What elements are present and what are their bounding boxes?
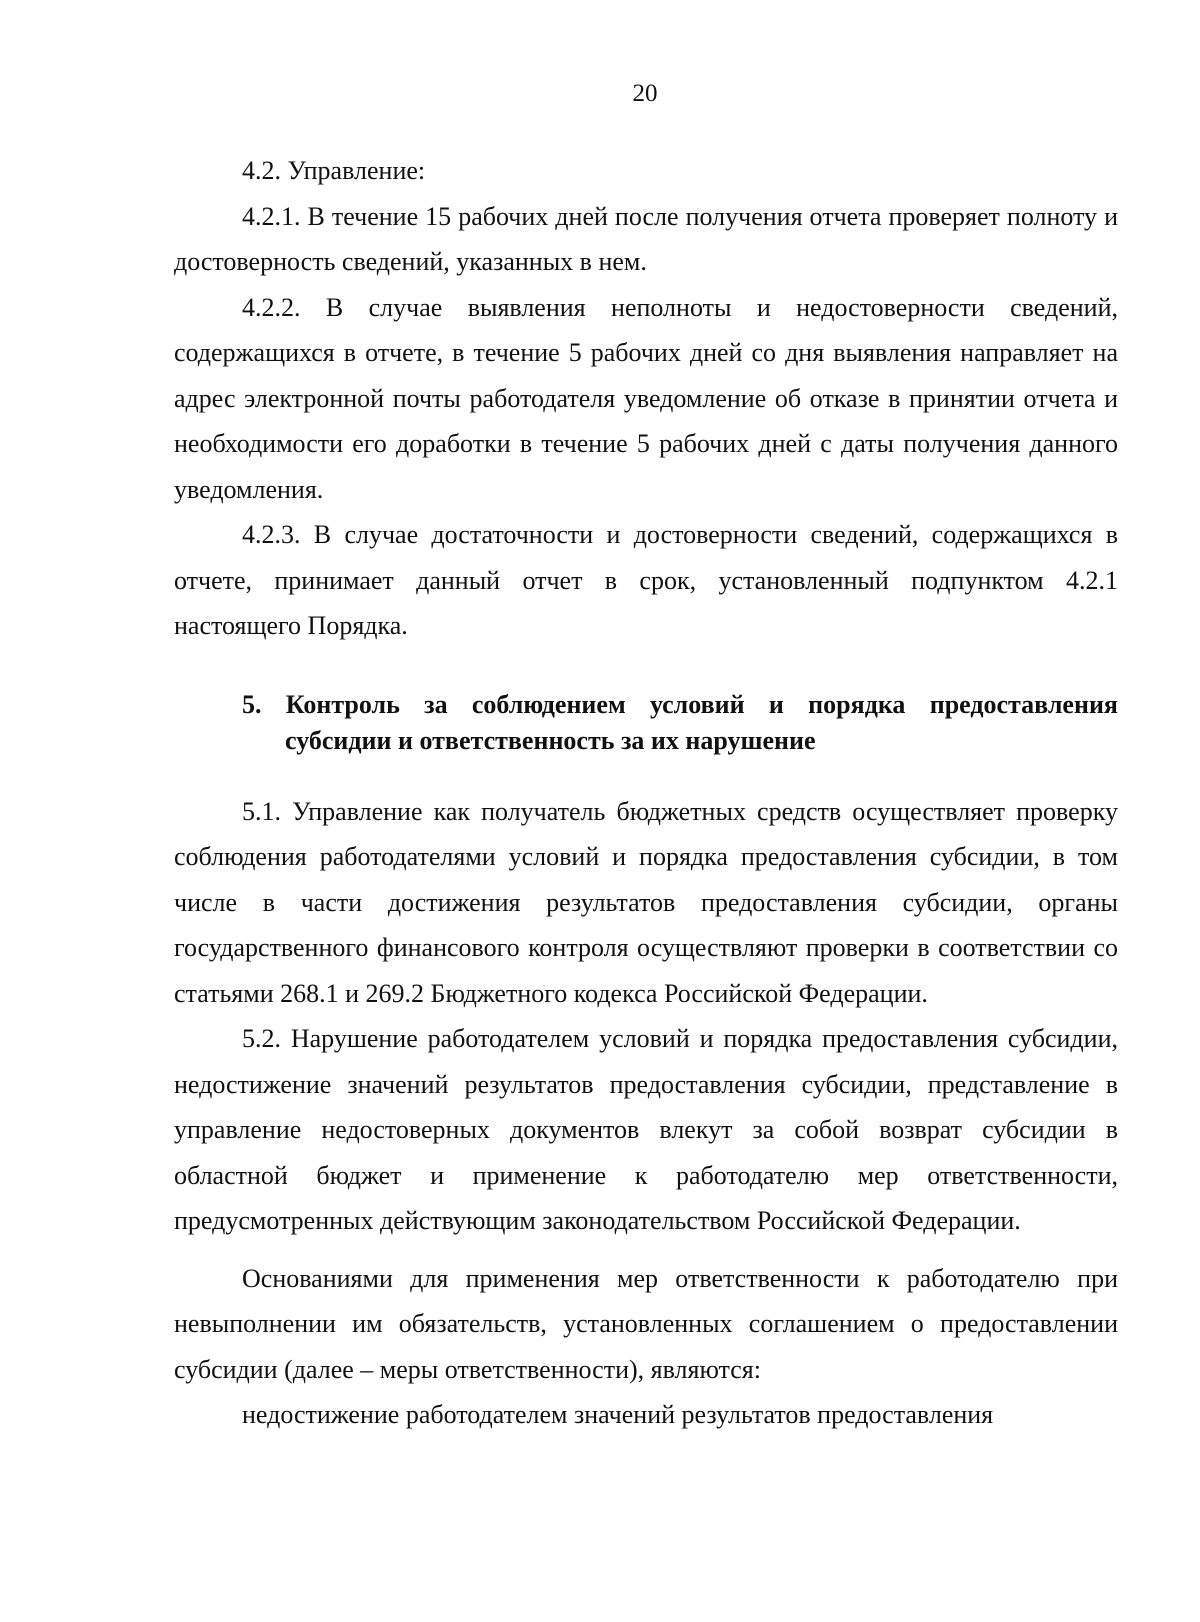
paragraph-4-2-3: 4.2.3. В случае достаточности и достоверности сведений, содержащихся в отчете, принимает данный отчет в срок, установленный подпунктом 4.2.1 настоящего Порядка. [174, 520, 1118, 640]
paragraph-4-2: 4.2. Управление: [242, 156, 426, 185]
paragraph-4-2-2: 4.2.2. В случае выявления неполноты и недостоверности сведений, содержащихся в отчете, в течение 5 рабочих дней со дня выявления направляет на адрес электронной почты работодателя уведомление об отказе в принятии отчета и необходимости его доработки в течение 5 рабочих дней с даты получения данного уведомления. [174, 292, 1118, 504]
paragraph-5-2: 5.2. Нарушение работодателем условий и порядка предоставления субсидии, недостижение значений результатов предоставления субсидии, представление в управление недостоверных документов влекут за собой возврат субсидии в областной бюджет и применение к работодателю мер ответственности, предусмотренных действующим законодательством Российской Федерации. [174, 1024, 1118, 1235]
section-5-heading-line2: субсидии и ответственность за их нарушение [285, 725, 816, 755]
page-number: 20 [632, 80, 658, 107]
paragraph-non-achievement: недостижение работодателем значений результатов предоставления [242, 1400, 994, 1429]
paragraph-5-1: 5.1. Управление как получатель бюджетных средств осуществляет проверку соблюдения работодателями условий и порядка предоставления субсидии, в том числе в части достижения результатов предоставления субсидии, органы государственного финансового контроля осуществляют проверки в соответствии со статьями 268.1 и 269.2 Бюджетного кодекса Российской Федерации. [174, 796, 1118, 1008]
paragraph-grounds: Основаниями для применения мер ответственности к работодателю при невыполнении им обязательств, установленных соглашением о предоставлении субсидии (далее – меры ответственности), являются: [174, 1263, 1118, 1384]
section-5-heading [174, 687, 1118, 759]
paragraph-4-2-1: 4.2.1. В течение 15 рабочих дней после получения отчета проверяет полноту и достоверность сведений, указанных в нем. [174, 201, 1118, 276]
document-body [174, 148, 1118, 1438]
section-5-heading-line1: 5. Контроль за соблюдением условий и порядка предоставления [242, 689, 1118, 719]
